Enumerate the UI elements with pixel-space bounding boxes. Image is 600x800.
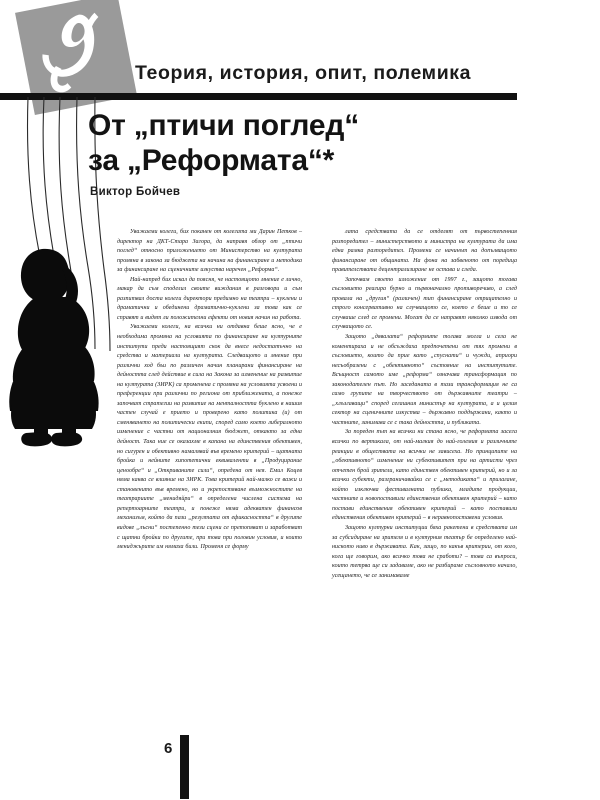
article-title-line-2: за „Реформата“* xyxy=(88,144,335,178)
page-number: 6 xyxy=(164,740,173,757)
body-paragraph: За пореден път на всички ни стана ясно, че реформата засега всички по вертикала, от най-малкия до най-големия и различните реакции в обществата на всички не зависеха. Но принципите на „обективното“ изменение ни субективитет при на артисти чрез отчетен брой зрители, като единствен обективен критерий, но и за всички субекти, разграничавайки се с „методиката“ и прилагане, който изключва фестивалната публика, младите продукции, частните и новопоставили единствения обективен критерий – като постави единствения обективен критерий – като поставили единствения обективен критерий – в неравнопоставени условия. xyxy=(332,429,517,522)
body-paragraph: лата средствата да се отделят от първостепенния разпоредител – министерството и министра на културата да има една рамка разпоредител. Промени се начинът на допълващото финансиране от общината. На фона на забвеното от поредица правителствата децентрализиране не остава и следа. xyxy=(332,229,517,274)
body-column-left xyxy=(117,228,302,553)
body-paragraph: Уважаеми колеги, на всички ни отдавна беше ясно, че е необходима промяна на условията по финансиране на културните институти преди настоящият скок да внесе недостатъчно на средства и материали на културата. Следващото и мнение при различни ход бъи по различен начин планирани финансиране на дейността след действие в сила на Закона за изменение на развитие на културата (ЗИРК) са променена с промяна на условията усвоени и преференции при различни по региона от приближената, а понеже започват стратегии на развитие на менталността буклено в нашия частен случай е прието и проверено като политика (и) от сменяването на политически екипи, според само което либералното изменение с частни от националния бюджет, откакто за една дейност. Така ние се оказахме в капана на единствения обективен, но сигурен и обективно намалявай във времено критерий – щатната бройка и нейните хипотетични еквиваленти в „Продуцирание ценообре“ и „Откриваните сили“, опредена от нея. Емил Коцев няма каква се влияние на ЗИРК. Това критерий най-малко се важи и становенито във времено, но и укрепостяване възможностите на театрариите „менидяйри“ в определена числена система на репертоарните театри, и понеже няма адекватен финансов механизъм, който да пази „резултата от ефикасността“ в другите видове „лъсни“ постепенно тези сцени се претопяват и заработват с щатни бройки по другите, при това при половин условия, и които мениджърите им нямаха били. Променя се форму xyxy=(117,324,302,551)
body-paragraph: Защото културни институции бяха ракетени в средствата им за субсидиране на зрителя и в културния театър бе определено най-ниското ниво в държавата. Как, защо, по какъв критерии, от кого, кога ще говорим, ако всичко това не сработи? – това са въпроси, които тетрва ще си задаваме, ако не разбираме съсловното начало, усещането, че се занимаваме xyxy=(332,524,517,579)
article-title xyxy=(88,108,538,179)
rubric-heading: Теория, история, опит, полемика xyxy=(135,62,472,84)
folio-rule xyxy=(180,735,189,799)
article-author: Виктор Бойчев xyxy=(90,186,181,198)
body-paragraph: Защото „дявалата“ реформите тогава могла и села не коментираха и не обсъждаха предпочетени от тях промени в съсловието, които да прие като „спуснати“ и чужди, априори несъобразени с „обективното“ състояние на институтите. Всъщност самото име „реформа“ означава трансформация по законодателен път. Но заседаната в тази трансформация не са само групите на творчеството от държавните театри – „хлъзгаващи“ според сегашния министър на културата, а и целия сектор на сценичните изкуства – държавно поддържани, както и частните, занимава се с така дейността, и публиката. xyxy=(332,334,517,426)
body-paragraph: Най-напред бих искал да поясня, че настоящото мнение е лично, макар да съм споделил своите виждания в разговори и съм разпитвал доста колеги директори предимно на театри – куклени и драматични и обединени драматично-куклени за това как се справят и видят ли положителни ефекти от новия начин на работа. xyxy=(117,276,302,321)
marionette-puppet-silhouette xyxy=(8,243,118,453)
body-paragraph: Уважаеми колеги, бих поканен от колегата ми Дарин Петков – директор на ДКТ-Стара Загора, да направя обзор от „птичи поглед“ относно приложението от Министерство на културата промяна в закона за бюджета на начина на финансиране и методика за финансиране на сценичните изкуства наречен „Реформа“. xyxy=(117,229,302,274)
article-title-line-1: От „птичи поглед“ xyxy=(88,109,359,142)
body-paragraph: Започвам своето изложение от 1997 г., защото тогава съсловието реагира бурно и първоначално противоречиво, а след провала на „другия“ (различен) тип финансиране отрицателно и строго консервативно на случващото се, което е беше и то се случваше след се промени. Могат да се направят няколко извода от случващото се. xyxy=(332,276,517,331)
body-column-right xyxy=(332,228,517,581)
